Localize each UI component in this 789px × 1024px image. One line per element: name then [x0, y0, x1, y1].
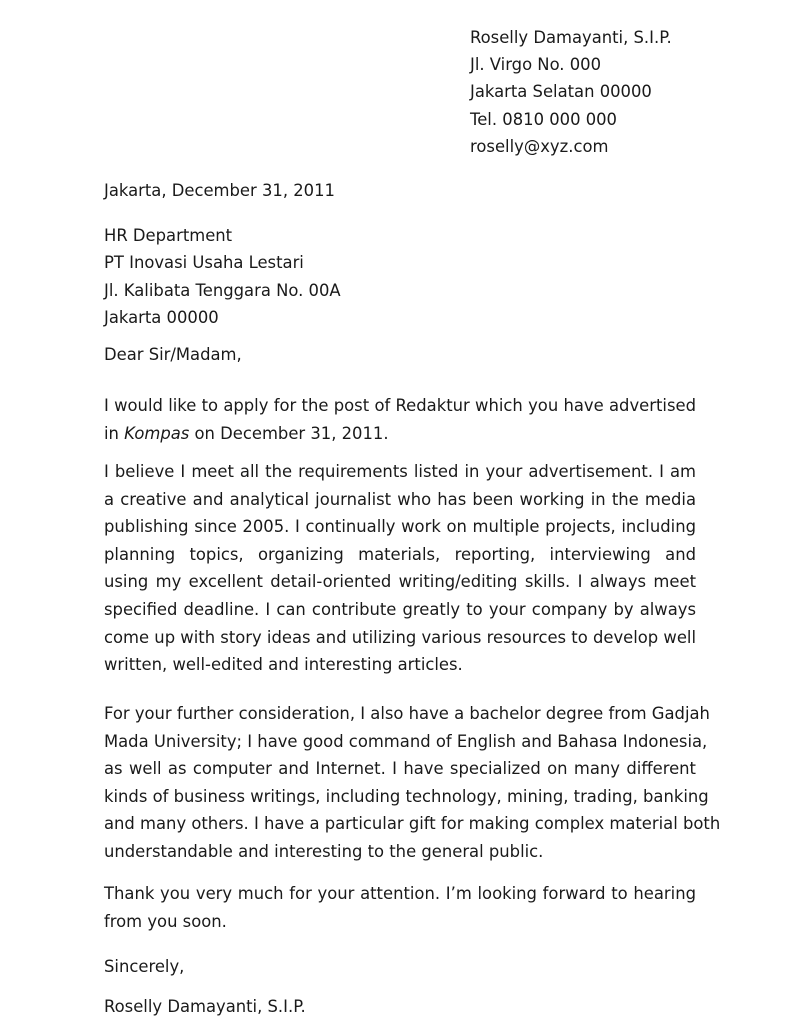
recipient-street: Jl. Kalibata Tenggara No. 00A	[104, 280, 341, 300]
paragraph-line: Mada University; I have good command of English and Bahasa Indonesia,	[104, 731, 708, 751]
paragraph-line: as well as computer and Internet. I have specialized on many different	[104, 759, 696, 779]
line-prefix: in	[104, 423, 125, 443]
letter-date	[104, 178, 696, 204]
sender-email: roselly@xyz.com	[470, 136, 609, 156]
paragraph-line: I would like to apply for the post of Redaktur which you have advertised	[104, 396, 696, 415]
sender-name: Roselly Damayanti, S.I.P.	[470, 28, 672, 47]
paragraph-line: For your further consideration, I also have a bachelor degree from Gadjah	[104, 704, 710, 723]
paragraph-line: planning topics, organizing materials, reporting, interviewing and	[104, 544, 696, 564]
paragraph-line: understandable and interesting to the general public.	[104, 841, 544, 861]
paragraph-line: and many others. I have a particular gift for making complex material both	[104, 814, 721, 834]
paragraph-line: written, well-edited and interesting articles.	[104, 655, 463, 675]
paragraph-education	[104, 700, 721, 866]
sender-phone: Tel. 0810 000 000	[470, 109, 617, 129]
recipient-city: Jakarta 00000	[104, 308, 219, 328]
paragraph-line: Thank you very much for your attention. I’m looking forward to hearing	[104, 884, 696, 903]
closing	[104, 954, 696, 980]
sender-address-block	[470, 24, 672, 160]
sender-street: Jl. Virgo No. 000	[470, 55, 602, 75]
paragraph-line: using my excellent detail-oriented writing/editing skills. I always meet	[104, 572, 696, 592]
closing-line: Sincerely,	[104, 957, 185, 976]
sender-city: Jakarta Selatan 00000	[470, 82, 652, 102]
signature	[104, 994, 696, 1020]
paragraph-intro	[104, 392, 696, 447]
signature-name: Roselly Damayanti, S.I.P.	[104, 997, 306, 1016]
paragraph-line: a creative and analytical journalist who has been working in the media	[104, 489, 696, 509]
paragraph-line	[104, 420, 696, 448]
paragraph-qualifications	[104, 458, 696, 679]
line-suffix: on December 31, 2011.	[189, 423, 389, 443]
recipient-company: PT Inovasi Usaha Lestari	[104, 253, 304, 273]
recipient-address-block	[104, 222, 696, 332]
paragraph-line: publishing since 2005. I continually work on multiple projects, including	[104, 517, 696, 537]
paragraph-thanks	[104, 880, 696, 935]
paragraph-line: from you soon.	[104, 911, 227, 931]
date-line: Jakarta, December 31, 2011	[104, 181, 335, 200]
paragraph-line: come up with story ideas and utilizing various resources to develop well	[104, 627, 697, 647]
paragraph-line: kinds of business writings, including technology, mining, trading, banking	[104, 786, 709, 806]
recipient-department: HR Department	[104, 226, 233, 245]
paragraph-line: I believe I meet all the requirements listed in your advertisement. I am	[104, 462, 696, 481]
salutation	[104, 342, 696, 368]
salutation-line: Dear Sir/Madam,	[104, 345, 242, 364]
paragraph-line: specified deadline. I can contribute greatly to your company by always	[104, 599, 696, 619]
publication-name: Kompas	[124, 423, 190, 443]
